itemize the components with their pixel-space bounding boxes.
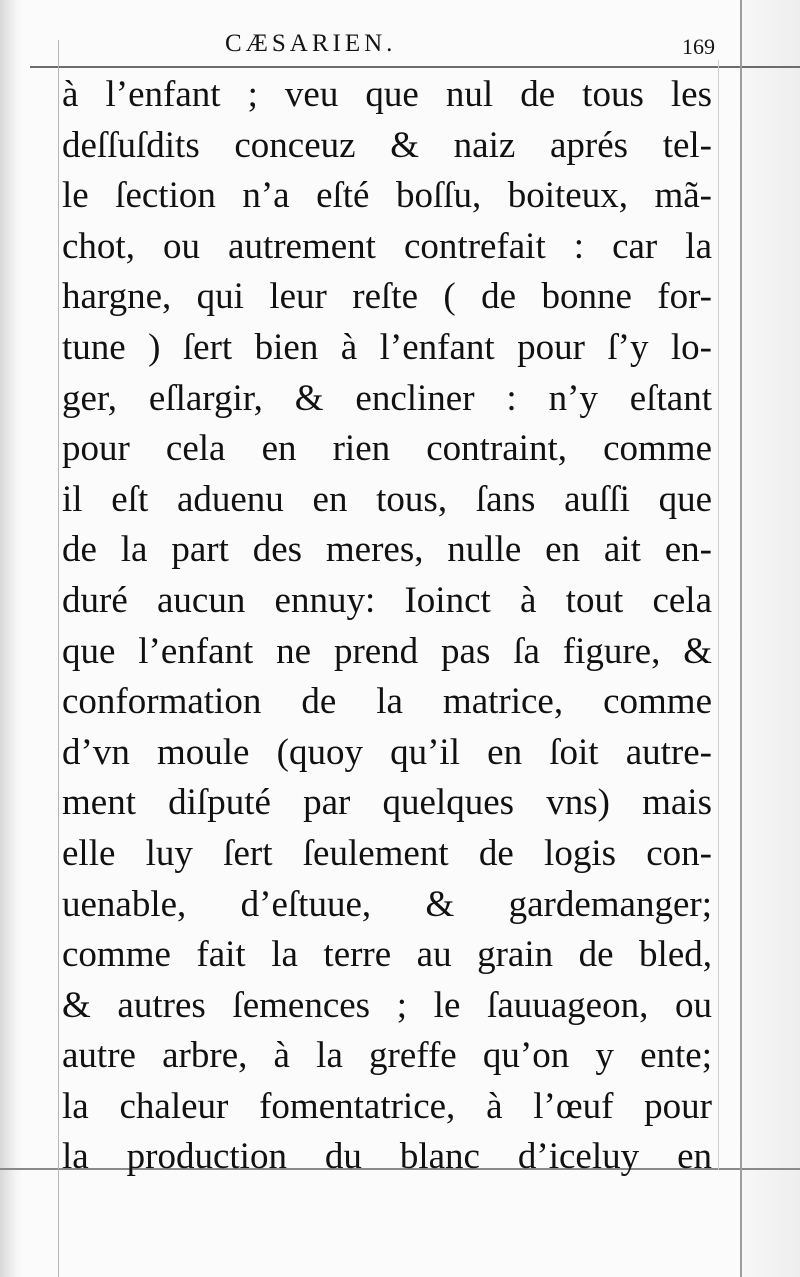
text-line: hargne, qui leur reſte ( de bonne for- [62, 276, 712, 318]
page-edge [742, 0, 800, 1277]
header-rule [30, 66, 800, 68]
text-line: de la part des meres, nulle en ait en- [62, 529, 712, 571]
page-number: 169 [682, 34, 715, 59]
text-line: comme fait la terre au grain de bled, [62, 934, 712, 976]
text-line: duré aucun ennuy: Ioinct à tout cela [62, 579, 712, 621]
text-line: il eſt aduenu en tous, ſans auſſi que [62, 478, 712, 520]
left-margin-rule [58, 40, 59, 1277]
text-line: tune ) ſert bien à l’enfant pour ſ’y lo- [62, 326, 712, 368]
page-gutter-shadow [0, 0, 22, 1277]
text-line: que l’enfant ne prend pas ſa figure, & [62, 630, 712, 672]
text-line: la production du blanc d’iceluy en [62, 1136, 712, 1178]
text-line: uenable, d’eſtuue, & gardemanger; [62, 883, 712, 925]
text-line: la chaleur fomentatrice, à l’œuf pour [62, 1085, 712, 1127]
text-line: d’vn moule (quoy qu’il en ſoit autre- [62, 731, 712, 773]
running-head: CÆSARIEN. [225, 30, 397, 57]
text-line: ment diſputé par quelques vns) mais [62, 782, 712, 824]
text-line: à l’enfant ; veu que nul de tous les [62, 74, 712, 115]
text-line: elle luy ſert ſeulement de logis con- [62, 832, 712, 874]
text-line: & autres ſemences ; le ſauuageon, ou [62, 984, 712, 1026]
text-line: autre arbre, à la greffe qu’on y ente; [62, 1035, 712, 1077]
right-margin-rule [740, 0, 742, 1277]
text-line: le ſection n’a eſté boſſu, boiteux, mã- [62, 175, 712, 217]
text-line: ger, eſlargir, & encliner : n’y eſtant [62, 377, 712, 419]
text-line: conformation de la matrice, comme [62, 681, 712, 723]
text-line: chot, ou autrement contrefait : car la [62, 225, 712, 267]
right-inner-rule [718, 60, 719, 1170]
text-line: pour cela en rien contraint, comme [62, 428, 712, 470]
show-through-ink [40, 1185, 720, 1265]
text-line: deſſuſdits conceuz & naiz aprés tel- [62, 124, 712, 166]
body-text [62, 70, 712, 1183]
page-header [225, 30, 715, 62]
